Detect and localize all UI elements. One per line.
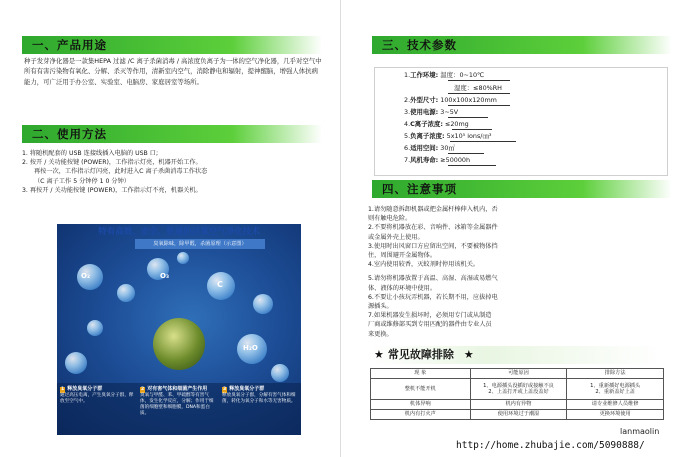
- troubleshooting-title: ★ 常见故障排除 ★: [370, 346, 662, 364]
- caution-line: 6.不要让小孩玩弄机器，若长期不用，应拔掉电: [368, 293, 498, 301]
- caution-line: 体、液体的环境中使用。: [368, 284, 437, 292]
- usage-instructions: [22, 149, 332, 195]
- bullet-number: 2: [141, 387, 145, 392]
- poster-bullet: [222, 386, 300, 405]
- bubble: [65, 352, 87, 374]
- usage-line: （C 离子工作 5 分钟停 1 0 分钟）: [34, 177, 130, 185]
- page-fold: [340, 0, 341, 457]
- usage-line: 再按一次，工作指示灯闪亮，此时进入C 离子杀菌消毒工作状态: [34, 168, 208, 176]
- table-cell: 整机不能开机: [371, 379, 471, 400]
- spec-row: 湿度：≤80%RH: [454, 84, 502, 92]
- spec-underline: [452, 129, 492, 130]
- poster-title: 特有高效、安全、快速的活氧空气净化技术: [98, 227, 260, 237]
- caution-line: 则有触电危险。: [368, 215, 412, 223]
- bubble: [271, 364, 289, 382]
- usage-line: 2. 按开 / 关功能按键 (POWER)，工作指示灯亮，机器开始工作。: [22, 159, 202, 167]
- table-row: [371, 410, 664, 420]
- bubble-label: O₂: [81, 272, 91, 280]
- spec-row: 6.适用空间: 30㎡: [404, 144, 455, 152]
- bullet-title: 对有害气体和细菌产生作用: [147, 386, 208, 392]
- table-cell: 机内有打火声: [371, 410, 471, 420]
- spec-underline: [448, 117, 488, 118]
- table-header: 现 象: [371, 369, 471, 379]
- table-cell: 更换环境使用: [567, 410, 664, 420]
- bullet-text: 释放臭氧分子群，分解有害气体和细菌，转化为氧分子和水等无害物质。: [222, 393, 296, 404]
- bubble: [177, 252, 189, 264]
- watermark-url: http://home.zhubajie.com/5090888/: [456, 440, 645, 451]
- caution-line: 源插头。: [368, 303, 393, 311]
- caution-line: 3.使用时出风窗口方应留出空间，不要被物体挡: [368, 242, 498, 250]
- bullet-title: 释放臭氧分子群: [67, 386, 103, 392]
- spec-row: 2.外型尺寸: 100x100x120mm: [404, 96, 497, 104]
- section-3-title: 三、技术参数: [372, 36, 672, 54]
- bullet-number: 1: [61, 387, 65, 392]
- watermark-user: lanmaolin: [620, 427, 660, 436]
- bubble: [253, 294, 273, 314]
- spec-row: 5.负离子浓度: 5x10⁵ ions/㎝³: [404, 132, 492, 140]
- caution-line: 厂商或维修部买到专用匹配的器件由专业人员: [368, 321, 492, 329]
- spec-underline: [448, 165, 496, 166]
- cautions-list: [368, 205, 668, 339]
- caution-line: 2.不要将机器放在彩、音响件、冰箱等金属器件: [368, 224, 498, 232]
- table-cell: 1、电源插头没插好或接触不良 2、上盖打开或上盖没盖好: [470, 379, 567, 400]
- section-4-title: 四、注意事项: [372, 180, 672, 198]
- section-2-title: 二、使用方法: [22, 125, 322, 143]
- spec-row: 4.C离子浓度: ≤20mg: [404, 120, 469, 128]
- spec-underline: [450, 141, 516, 142]
- spec-underline: [448, 105, 510, 106]
- spec-underline: [448, 153, 484, 154]
- spec-row: 1.工作环境: 温度：0~10℃: [404, 71, 485, 79]
- section-1-title: 一、产品用途: [22, 36, 322, 54]
- caution-line: 5.请勿将机器放置于高温、高湿、高湿或易燃气: [368, 275, 498, 283]
- bubble: [87, 320, 103, 336]
- bubble-label: H₂O: [243, 344, 258, 352]
- table-header: 可能原因: [470, 369, 567, 379]
- star-icon: ★: [374, 348, 384, 361]
- bubble-label: C: [217, 280, 223, 289]
- table-row: [371, 379, 664, 400]
- bullet-text: 臭氧与甲醛、苯、甲硫醇等有害气体，发生化学反应，分解；作用于细菌的细胞壁和细胞膜，DNA和蛋白质。: [140, 393, 214, 416]
- poster-bullet: [140, 386, 218, 417]
- table-cell: 使用环境过于潮湿: [470, 410, 567, 420]
- bullet-text: 通过高压电离，产生臭氧分子群，释放至空气中。: [60, 393, 134, 404]
- poster-subtitle: 臭氧除味，除甲醛，杀菌原理（示意图）: [135, 239, 265, 249]
- table-cell: 请专业维修人员维修: [567, 400, 664, 410]
- caution-line: 4.室内使用较香，灭蚊剂时停用该机关。: [368, 261, 480, 269]
- poster-bullet: [60, 386, 138, 405]
- troubleshooting-table: [370, 368, 664, 420]
- spec-underline: [448, 80, 510, 81]
- caution-line: 7.如果机器发生损坏时，必须用专门或从制造: [368, 312, 492, 320]
- table-cell: 1、重新插好电源插头 2、重新盖好上盖: [567, 379, 664, 400]
- bubble-label: O₃: [160, 272, 170, 280]
- usage-line: 1. 将随机配套的 USB 连接线插入电脑的 USB 口;: [22, 150, 159, 157]
- bullet-title: 释放臭氧分子群: [229, 386, 265, 392]
- caution-line: 来更换。: [368, 330, 393, 338]
- bubble: [117, 284, 135, 302]
- bullet-number: 3: [223, 387, 227, 392]
- germ-icon: [153, 318, 205, 370]
- spec-row: 3.使用电源: 3~5V: [404, 108, 459, 116]
- table-header-row: [371, 369, 664, 379]
- caution-line: 或金属外壳上使用。: [368, 233, 424, 241]
- table-row: [371, 400, 664, 410]
- table-header: 排除方法: [567, 369, 664, 379]
- table-cell: 机内有异物: [470, 400, 567, 410]
- spec-row: 7.风机寿命: ≥50000h: [404, 156, 471, 164]
- star-icon: ★: [463, 348, 474, 361]
- caution-line: 住，周围避开金属物体。: [368, 252, 437, 260]
- spec-underline: [448, 93, 510, 94]
- table-cell: 机体异响: [371, 400, 471, 410]
- caution-line: 1.请勿随意拆卸机器或把金属杆棒伸入机内，否: [368, 206, 498, 213]
- product-use-text: 种子发芽净化器是一款集HEPA 过滤 /C 离子杀菌消毒 / 高浓度负离子为一体的空气净化器，几乎对空气中所有有害污染物有氧化、分解、杀灭等作用，清新室内空气，消除静电和辐射，提神醒脑，增强人体抗病能力，可广泛用于办公室、实验室、电脑房、家庭居室等场所。: [24, 57, 322, 86]
- usage-line: 3. 再按开 / 关功能按键 (POWER)，工作指示灯不亮，机器关机。: [22, 186, 202, 194]
